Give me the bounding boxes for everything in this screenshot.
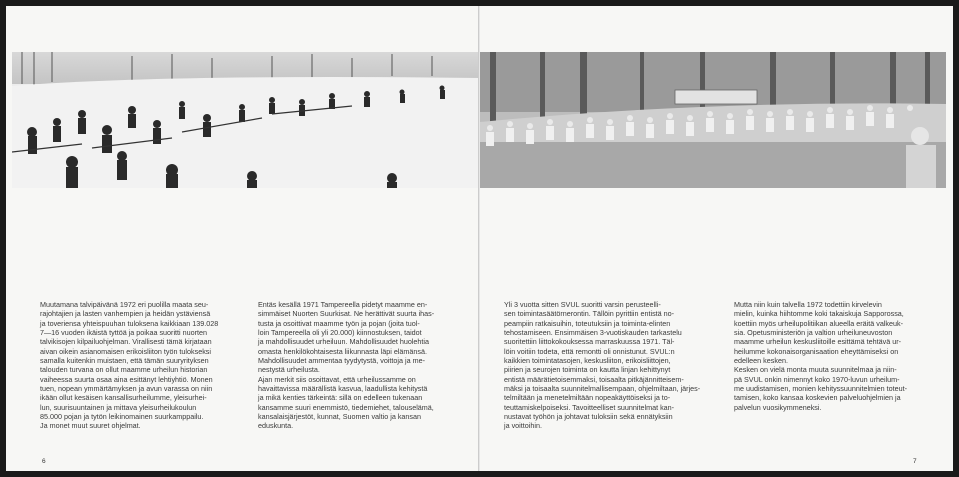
text-column-2: Entäs kesällä 1971 Tampereella pidetyt maamme en- simmäiset Nuorten Suurkisat. Ne herättivät suurta ihas- tusta ja osoittivat maamme työn ja pojan (joita tuol- loin Tampereella oli yli 20.000) kiinnostuksen, taidot ja mahdollisuudet urheiluun. Mahdollisuudet huolehtia omasta henkilökohtaisesta liikunnasta läpi elämänsä. Mahdollisuudet ammentaa tyydytystä, voittoja ja me- nestystä urheilusta. Ajan merkit siis osoittavat, että urheilussamme on havaittavissa määrällistä kasvua, laadullista kehitystä ja mikä kenties tärkeintä: sillä on edelleen tukenaan kansamme suuri enemmistö, tiedemiehet, talouselämä, kansalaisjärjestöt, kunnat, Suomen valtio ja kansan eduskunta.: [258, 300, 435, 431]
text-column-4: Mutta niin kuin talvella 1972 todettiin kirvelevin mielin, kuinka hiihtomme koki takaiskuja Sapporossa, koettiin myös urheilupolitiikan alueella eräitä valkeuk- sia. Opetusministeriön ja valtion urheiluneuvoston maamme urheilun keskusliitoille esittämä tehtävä ur- heilumme kokonaisorganisaation eheyttämiseksi on edelleen kesken. Kesken on vielä monta muuta suunnitelmaa ja niin- pä SVUL onkin nimennyt koko 1970-luvun urheilum- me uudistamisen, monien kehityssuunnitelmien toteut- tamisen, koko kansaa koskevien palveluohjelmien ja palvelun vuosikymmeneksi.: [734, 300, 907, 412]
right-page: [480, 6, 953, 471]
page-number-right: 7: [913, 458, 917, 465]
winter-race-photo: [12, 52, 479, 188]
left-page: [6, 6, 479, 471]
text-column-1: Muutamana talvipäivänä 1972 eri puolilla maata seu- rajohtajien ja lasten vanhempien ja heidän ystäviensä ja toveriensa yhteispuuhan tuloksena kaikkiaan 139.028 7—16 vuoden ikäistä tyttöä ja poikaa suoritti nuorten talvikisojen kilpailuohjelman. Virallisesti tämä kirjataan aivan oikein asianomaisen erikoisliiton työn tulokseksi samalla kuitenkin muistaen, että tämän suuryrityksen talouden turvana on ollut maamme urheilun historian vaiheessa suurta osaa aina esittänyt lehtiyhtiö. Monen tuen, nopean ymmärtämyksen ja avun varassa on niin ikään ollut kesäisen kansallisurheilumme, yleisurhei- lun, suurisuuntainen ja mittava yleisurheilukoulun 85.000 pojan ja tytön leikinomainen suurkamppailu. Ja monet muut suuret ohjelmat.: [40, 300, 219, 431]
page-number-left: 6: [42, 458, 46, 465]
text-column-3: Yli 3 vuotta sitten SVUL suoritti varsin perusteelli- sen toimintasäätörnerontin. Tällöin pyrittiin entistä no- peampiin ratkaisuihin, toteutuksiin ja toiminta-elinten tehostamiseen. Ensimmäisen 3-vuotiskauden tarkastelu suoritettiin liittokokouksessa marraskuussa 1971. Täl- löin voitiin todeta, että remontti oli onnistunut. SVUL:n kaikkien toimintatasojen, keskusliiton, erikoisliittojen, piirien ja seurojen toiminta on kautta linjan kehittynyt entistä määrätietoisemmaksi, toisaalta pitkäjännitteisem- mäksi ja toisaalta suunnitelmallisempaan, ohjelmiltaan, järjes- telmiltään ja menetelmiltään nopeakäyttöiseksi ja to- teuttamiskelpoiseksi. Tavoitteelliset suunnitelmat kan- nustavat työhön ja johtavat tuloksiin sekä ennätyksiin ja voittoihin.: [504, 300, 701, 431]
cross-country-race-photo: [480, 52, 946, 188]
